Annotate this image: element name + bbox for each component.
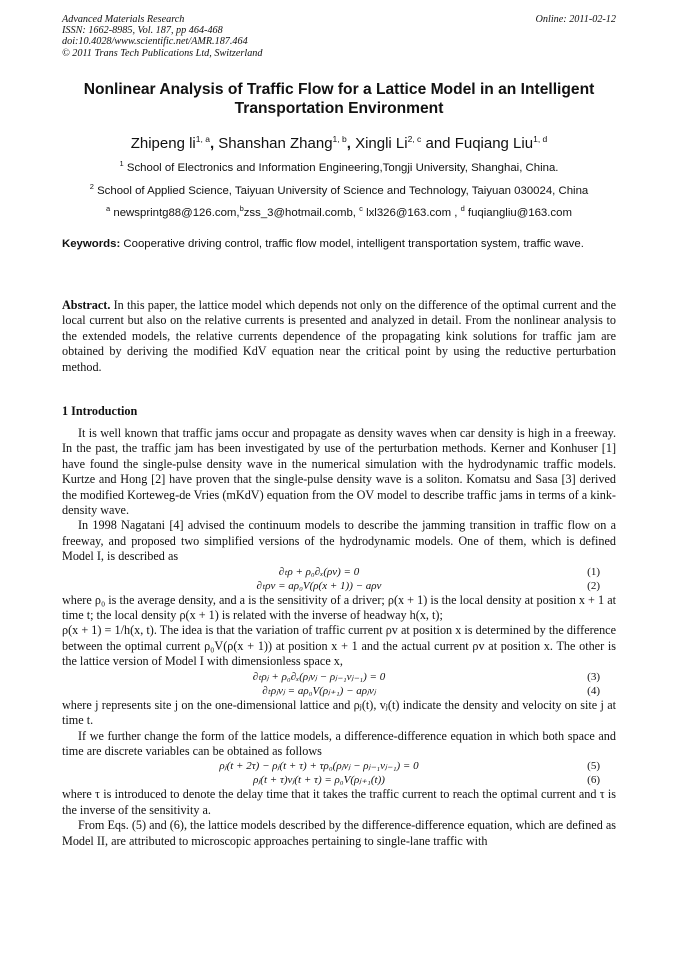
equation-5: ρⱼ(t + 2τ) − ρⱼ(t + τ) + τρ₀(ρⱼvⱼ − ρⱼ₋₁vⱼ₋₁) = 0 (5) — [219, 760, 600, 773]
section-heading: 1 Introduction — [62, 404, 138, 418]
paragraph-6: where τ is introduced to denote the delay time that it takes the traffic current to reach the optimal current and τ is the inverse of the sensitivity a. — [62, 787, 616, 817]
paragraph-3b: ρ(x + 1) = 1/h(x, t). The idea is that the variation of traffic current ρv at position x is determined by the difference between the optimal current ρ₀V(ρ(x + 1)) at position x + 1 and the actual current ρv at position x. The other is the lattice version of Model I with dimensionless space x, — [62, 623, 616, 669]
paragraph-4: where j represents site j on the one-dimensional lattice and ρⱼ(t), vⱼ(t) indicate the density and velocity on site j at time t. — [62, 697, 616, 728]
author-conj: and — [425, 135, 451, 152]
abstract — [62, 298, 616, 375]
keywords — [62, 237, 616, 252]
paragraph-3a: where ρ₀ is the average density, and a is the sensitivity of a driver; ρ(x + 1) is the local density at position x + 1 at time t; the local density ρ(x + 1) is related with the inverse of headway h(x, t); — [62, 592, 616, 623]
author-3: Xingli Li — [355, 135, 408, 152]
title-line-2: Transportation Environment — [234, 100, 444, 117]
author-2-affil: 1, b — [332, 134, 347, 144]
issn-line: ISSN: 1662-8985, Vol. 187, pp 464-468 — [62, 25, 223, 37]
author-1-affil: 1, a — [195, 134, 210, 144]
introduction-body — [62, 426, 616, 849]
equation-2: ∂ₜρv = aρ₀V(ρ(x + 1)) − aρv (2) — [256, 579, 600, 592]
affiliation-2: $^2$ School of Applied Science, Taiyuan University of Science and Technology, Taiyuan 030024, China — [89, 182, 589, 197]
equation-3: ∂ₜρⱼ + ρ₀∂ₓ(ρⱼvⱼ − ρⱼ₋₁vⱼ₋₁) = 0 (3) — [252, 670, 600, 683]
author-list: Zhipeng li$^{1, a}$, Shanshan Zhang$^{1, b}$, Xingli Li$^{2, c}$ and Fuqiang Liu$^{1, d}$ — [130, 134, 548, 152]
paragraph-7: From Eqs. (5) and (6), the lattice models described by the difference-difference equation, which are defined as Model II, are attributed to microscopic approaches pertaining to single-lane traffic with — [62, 818, 616, 848]
journal-header — [62, 14, 616, 59]
author-1: Zhipeng li — [130, 135, 196, 152]
email-c[interactable]: lxl326@163.com , — [366, 206, 458, 219]
email-d[interactable]: fuqiangliu@163.com — [467, 206, 572, 219]
intro-paragraph-1: It is well known that traffic jams occur and propagate as density waves when car density is high in a freeway. In the past, the traffic jam has been investigated by use of the perturbation methods. Kerner and Konhuser [1] have found the single-pulse density wave in the numerical simulation with the hydrodynamic traffic models. Kurtze and Hong [2] have proven that the single-pulse density wave is a soliton. Komatsu and Sasa [3] derived the modified Korteweg-de Vries (mKdV) equation from the OV model to describe traffic jams in terms of a kink-density wave. — [62, 426, 616, 518]
title-line-1: Nonlinear Analysis of Traffic Flow for a Lattice Model in an Intelligent — [83, 81, 595, 98]
copyright-line: © 2011 Trans Tech Publications Ltd, Switzerland — [62, 47, 263, 59]
journal-name: Advanced Materials Research — [62, 14, 185, 25]
author-4-affil: 1, d — [533, 134, 548, 144]
doi-line: doi:10.4028/www.scientific.net/AMR.187.464 — [62, 36, 248, 48]
author-4: Fuqiang Liu — [454, 135, 534, 152]
paper-title — [62, 80, 616, 118]
abstract-text: In this paper, the lattice model which depends not only on the difference of the optimal current and the local current but also on the relative currents is presented and analyzed in detail. From the nonlinear analysis to the extended models, the relative currents dependence of the propagating kink solutions for traffic jam are obtained by deriving the modified KdV equation near the critical point by using the reductive perturbation method. — [62, 298, 616, 374]
equation-4: ∂ₜρⱼvⱼ = aρ₀V(ρⱼ₊₁) − aρⱼvⱼ (4) — [262, 684, 600, 697]
email-a[interactable]: newsprintg88@126.com, — [113, 206, 240, 219]
paragraph-5: If we further change the form of the lattice models, a difference-difference equation in which both space and time are discrete variables can be obtained as follows — [62, 728, 616, 758]
equation-1: ∂ₜρ + ρ₀∂ₓ(ρv) = 0 (1) — [278, 565, 600, 578]
abstract-label: Abstract. — [62, 298, 111, 312]
intro-paragraph-2: In 1998 Nagatani [4] advised the continuum models to describe the jamming transition in traffic flow on a freeway, and proposed two simplified versions of the hydrodynamic models. One of them, which is defined Model I, is described as — [62, 518, 616, 564]
equation-6: ρⱼ(t + τ)vⱼ(t + τ) = ρ₀V(ρⱼ₊₁(t)) (6) — [253, 774, 600, 787]
affiliation-1: $^1$ School of Electronics and Information Engineering,Tongji University, Shanghai, China. — [119, 159, 559, 174]
email-b[interactable]: zss_3@hotmail.comb, — [243, 206, 356, 219]
online-date: Online: 2011-02-12 — [535, 14, 616, 25]
author-2: Shanshan Zhang — [218, 135, 333, 152]
keywords-label: Keywords: — [62, 238, 121, 250]
email-list: $^a$ newsprintg88@126.com,$^b$zss_3@hotmail.comb, $^c$ lxl326@163.com , $^d$ fuqiangliu@163.com — [106, 204, 572, 219]
keywords-text: Cooperative driving control, traffic flow model, intelligent transportation system, traffic wave. — [123, 238, 584, 250]
author-3-affil: 2, c — [407, 134, 422, 144]
